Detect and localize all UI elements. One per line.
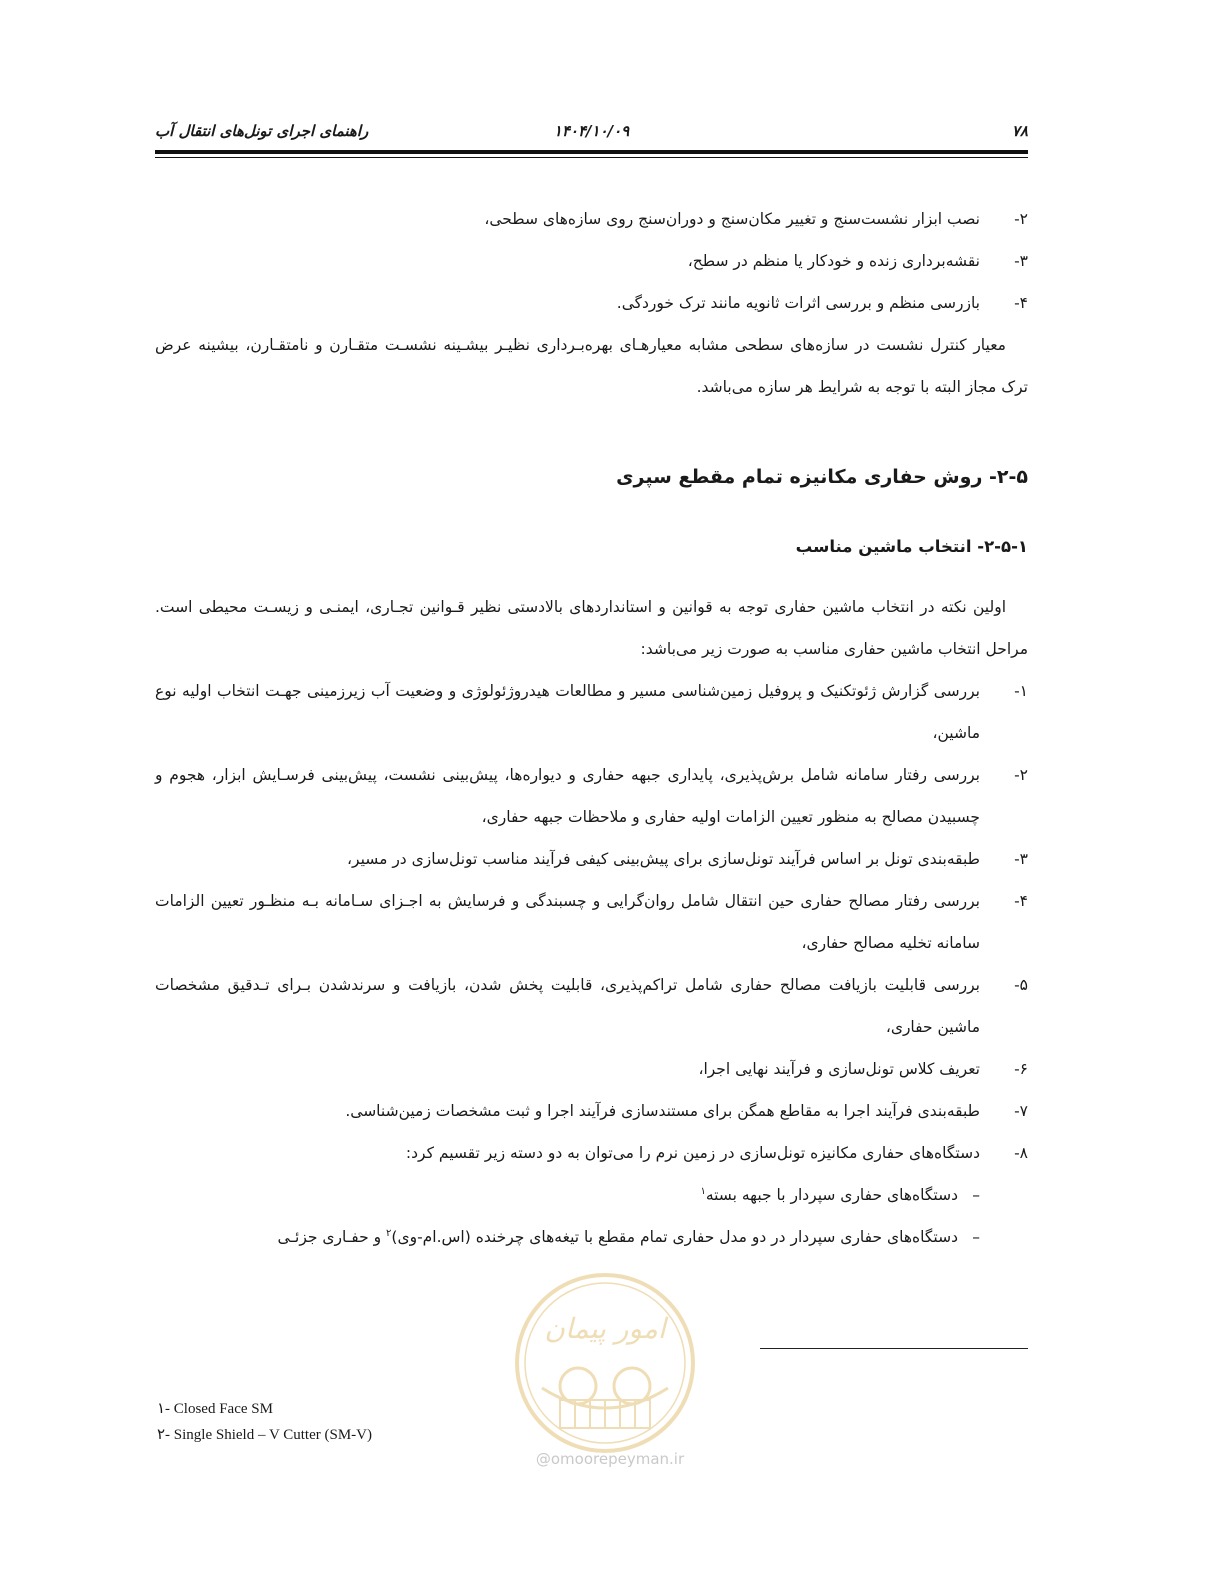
- list-number: ۱-: [1014, 682, 1028, 700]
- list-item: [155, 838, 1028, 880]
- list-number: ۲-: [1014, 766, 1028, 784]
- page-header: [155, 118, 1028, 148]
- footnote: ۱- Closed Face SM: [157, 1401, 273, 1417]
- list-text: دستگاه‌های حفاری مکانیزه تونل‌سازی در زمین نرم را می‌توان به دو دسته زیر تقسیم کرد:: [405, 1144, 980, 1162]
- dash-text-tail: و حفـاری جزئـی: [277, 1228, 387, 1246]
- header-rule-thick: [155, 150, 1028, 154]
- footnotes: [157, 1396, 372, 1448]
- list-number: ۶-: [1014, 1060, 1028, 1078]
- footnote: ۲- Single Shield – V Cutter (SM-V): [157, 1427, 373, 1443]
- body-text: [155, 198, 1028, 1258]
- dash-mark: –: [972, 1228, 980, 1246]
- list-number: ۴-: [1014, 294, 1028, 312]
- header-rule-thin: [155, 157, 1028, 158]
- section-heading: ۲-۵- روش حفاری مکانیزه تمام مقطع سپری: [616, 466, 1028, 488]
- watermark-site: @omoorepeyman.ir: [535, 1450, 685, 1468]
- list-number: ۳-: [1014, 850, 1028, 868]
- paragraph: اولین نکته در انتخاب ماشین حفاری توجه به قوانین و استانداردهای بالادستی نظیر قـوانین تجـاری، ایمنـی و زیسـت محیطی است. مراحل انتخاب ماشین حفاری مناسب به صورت زیر می‌باشد:: [155, 598, 1028, 658]
- dash-item: [155, 1216, 1028, 1258]
- list-text: بازرسی منظم و بررسی اثرات ثانویه مانند ترک خوردگی.: [616, 294, 980, 312]
- list-number: ۷-: [1014, 1102, 1028, 1120]
- list-number: ۳-: [1014, 252, 1028, 270]
- list-text: بررسی قابلیت بازیافت مصالح حفاری شامل تراکم‌پذیری، قابلیت پخش شدن، بازیافت و سرندشدن بـرای تـدقیق مشخصات ماشین حفاری،: [155, 976, 980, 1036]
- footnote-ref: ۲: [386, 1227, 392, 1239]
- list-item: [155, 880, 1028, 964]
- running-title: راهنمای اجرای تونل‌های انتقال آب: [155, 122, 369, 140]
- dash-text: دستگاه‌های حفاری سپردار با جبهه بسته: [705, 1186, 958, 1204]
- list-item: [155, 1048, 1028, 1090]
- list-item: [155, 282, 1028, 324]
- list-text: نصب ابزار نشست‌سنج و تغییر مکان‌سنج و دوران‌سنج روی سازه‌های سطحی،: [484, 210, 980, 228]
- list-text: تعریف کلاس تونل‌سازی و فرآیند نهایی اجرا،: [698, 1060, 980, 1078]
- list-text: بررسی گزارش ژئوتکنیک و پروفیل زمین‌شناسی مسیر و مطالعات هیدروژئولوژی و وضعیت آب زیرزمینی جهـت انتخاب اولیه نوع ماشین،: [155, 682, 980, 742]
- list-number: ۸-: [1014, 1144, 1028, 1162]
- header-date: ۱۴۰۴/۱۰/۰۹: [553, 122, 630, 140]
- list-item: [155, 198, 1028, 240]
- list-text: بررسی رفتار مصالح حفاری حین انتقال شامل روان‌گرایی و چسبندگی و فرسایش به اجـزای سـامانه بـه منظـور تعیین الزامات سامانه تخلیه مصالح حفاری،: [155, 892, 980, 952]
- list-number: ۴-: [1014, 892, 1028, 910]
- dash-mark: –: [972, 1186, 980, 1204]
- subsection-heading: ۲-۵-۱- انتخاب ماشین مناسب: [795, 537, 1028, 556]
- list-item: [155, 240, 1028, 282]
- list-text: طبقه‌بندی فرآیند اجرا به مقاطع همگن برای مستندسازی فرآیند اجرا و ثبت مشخصات زمین‌شناسی.: [345, 1102, 980, 1120]
- footnote-separator: [760, 1348, 1028, 1349]
- watermark-text: امور پیمان: [544, 1312, 666, 1345]
- list-item: [155, 1132, 1028, 1174]
- dash-item: [155, 1174, 1028, 1216]
- list-number: ۵-: [1014, 976, 1028, 994]
- list-item: [155, 754, 1028, 838]
- list-item: [155, 964, 1028, 1048]
- list-text: نقشه‌برداری زنده و خودکار یا منظم در سطح،: [687, 252, 980, 270]
- list-item: [155, 1090, 1028, 1132]
- list-number: ۲-: [1014, 210, 1028, 228]
- list-text: بررسی رفتار سامانه شامل برش‌پذیری، پایداری جبهه حفاری و دیواره‌ها، پیش‌بینی نشست، پیش‌بینی فرسـایش ابزار، هجوم و چسبیدن مصالح به منظور تعیین الزامات اولیه حفاری و ملاحظات جبهه حفاری،: [155, 766, 980, 826]
- paragraph: معیار کنترل نشست در سازه‌های سطحی مشابه معیارهـای بهره‌بـرداری نظیـر بیشـینه نشسـت متقـارن و نامتقـارن، بیشینه عرض ترک مجاز البته با توجه به شرایط هر سازه می‌باشد.: [155, 336, 1028, 396]
- watermark-logo: [490, 1268, 720, 1468]
- dash-text: دستگاه‌های حفاری سپردار در دو مدل حفاری تمام مقطع با تیغه‌های چرخنده (اس.ام-وی): [391, 1228, 958, 1246]
- footnote-ref: ۱: [700, 1185, 706, 1197]
- list-text: طبقه‌بندی تونل بر اساس فرآیند تونل‌سازی برای پیش‌بینی کیفی فرآیند مناسب تونل‌سازی در مسیر،: [347, 850, 980, 868]
- page-number: ۷۸: [1011, 122, 1028, 140]
- list-item: [155, 670, 1028, 754]
